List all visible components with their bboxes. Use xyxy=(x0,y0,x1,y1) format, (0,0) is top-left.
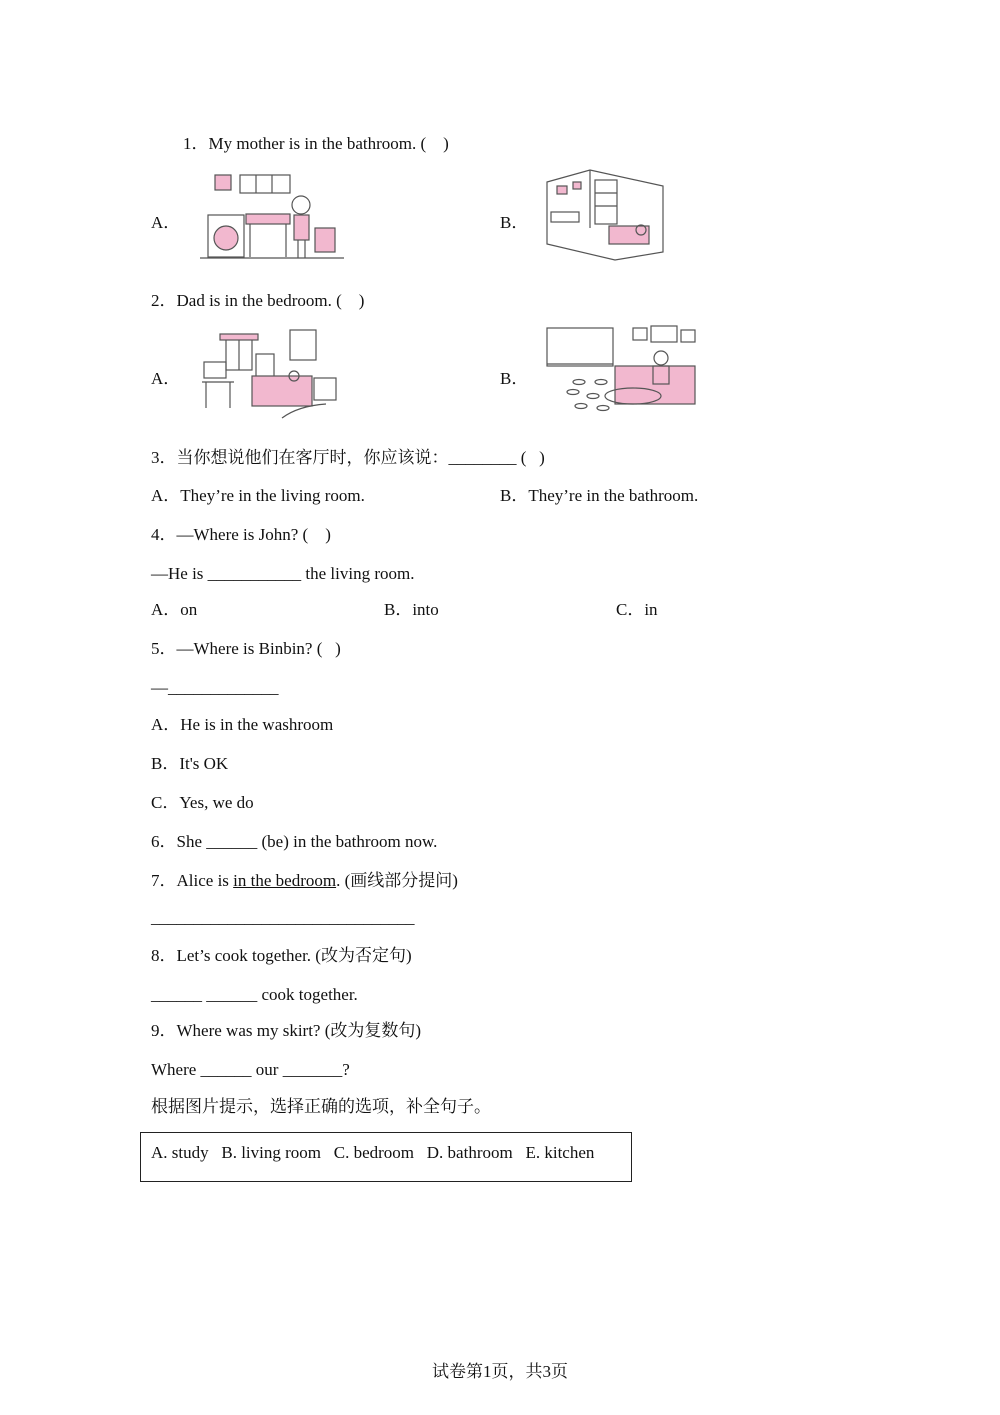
q5-stem: 5．—Where is Binbin? ( ) xyxy=(151,639,341,658)
q4-option-c: C．in xyxy=(616,600,658,619)
q4-stem: 4．—Where is John? ( ) xyxy=(151,525,331,544)
q6-stem: 6．She ______ (be) in the bathroom now. xyxy=(151,832,438,851)
q1-stem: 1．My mother is in the bathroom. ( ) xyxy=(183,134,449,153)
q5-answer-line: —_____________ xyxy=(151,678,279,697)
bedroom-room-illustration xyxy=(545,168,667,262)
q2-stem: 2．Dad is in the bedroom. ( ) xyxy=(151,291,365,310)
q7-answer-line: _______________________________ xyxy=(151,908,415,927)
q5-option-b: B．It's OK xyxy=(151,754,229,773)
word-bank-text: A. study B. living room C. bedroom D. bathroom E. kitchen xyxy=(151,1143,595,1162)
q9-answer-line: Where ______ our _______? xyxy=(151,1060,350,1079)
bathroom-illustration xyxy=(198,170,348,262)
bedroom-desk-illustration xyxy=(198,326,343,420)
section-instruction: 根据图片提示，选择正确的选项，补全句子。 xyxy=(151,1097,491,1116)
q5-option-c: C．Yes, we do xyxy=(151,793,254,812)
q5-option-a: A．He is in the washroom xyxy=(151,715,334,734)
q3-option-b: B．They’re in the bathroom. xyxy=(500,486,699,505)
q2-option-b-label: B． xyxy=(500,369,529,388)
q3-stem: 3．当你想说他们在客厅时，你应该说：________ ( ) xyxy=(151,448,545,467)
q8-answer-line: ______ ______ cook together. xyxy=(151,985,358,1004)
page-footer: 试卷第1页，共3页 xyxy=(432,1362,568,1381)
q1-option-a-label: A． xyxy=(151,213,181,232)
q3-option-a: A．They’re in the living room. xyxy=(151,486,365,505)
q9-stem: 9．Where was my skirt? (改为复数句) xyxy=(151,1021,422,1040)
living-room-illustration xyxy=(545,324,700,420)
q8-stem: 8．Let’s cook together. (改为否定句) xyxy=(151,946,412,965)
q2-option-a-label: A． xyxy=(151,369,181,388)
q4-option-a: A．on xyxy=(151,600,198,619)
q4-answer-line: —He is ___________ the living room. xyxy=(151,564,415,583)
q7-stem: 7．Alice is in the bedroom. (画线部分提问) xyxy=(151,871,458,890)
q7-underlined-phrase: in the bedroom xyxy=(233,871,337,890)
q4-option-b: B．into xyxy=(384,600,439,619)
q1-option-b-label: B． xyxy=(500,213,529,232)
